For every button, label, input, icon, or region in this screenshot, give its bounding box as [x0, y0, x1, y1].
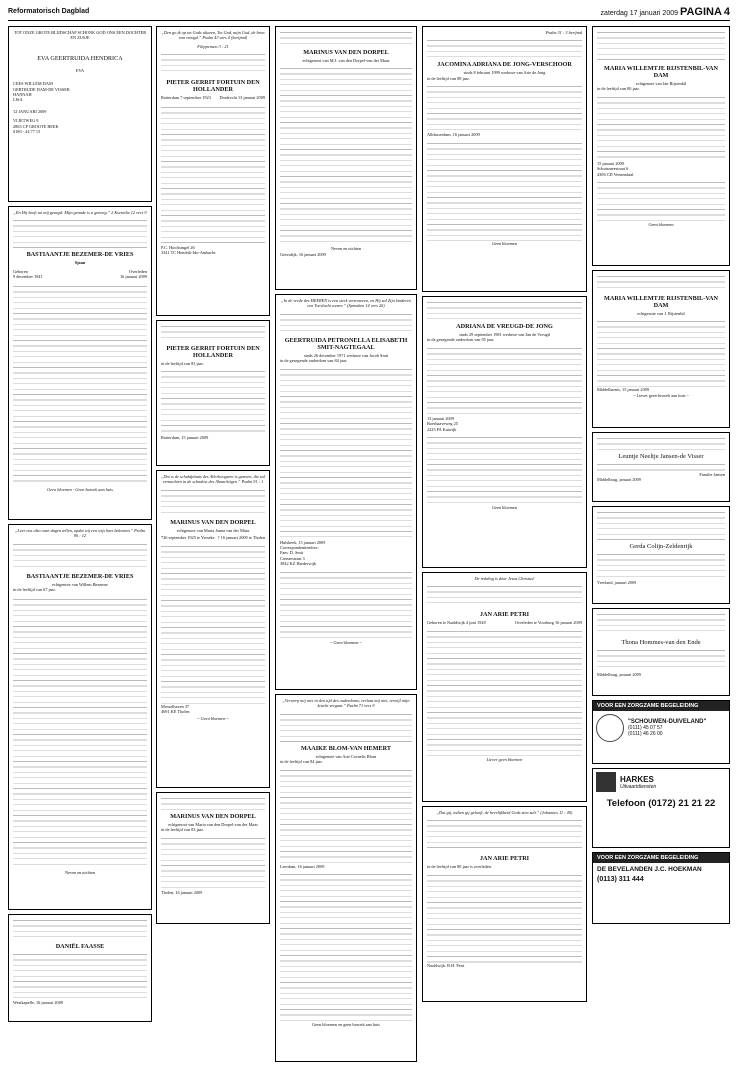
obituary-name: JACOMINA ADRIANA DE JONG-VERSCHOOR — [437, 61, 572, 69]
announcement-date: 12 JANUARI 2009 — [13, 108, 47, 114]
obituary-de-vreugd-de-jong — [422, 296, 587, 568]
text-block — [597, 612, 725, 636]
obituary-name: GEERTRUIDA PETRONELLA ELISABETH SMIT-NAGTEGAAL — [284, 336, 408, 351]
text-block — [280, 768, 412, 864]
obituary-verse: „Leer ons alzo onze dagen tellen, opdat wij een wijs hart bekomen.” Psalm 90 : 12 — [15, 528, 145, 539]
text-block — [280, 712, 412, 742]
obituary-age: in de leeftijd van 80 jaar. — [597, 86, 640, 92]
dates-row: Geboren 9 december 1941 Overleden 16 januari 2009 — [13, 268, 147, 280]
obituary-van-den-dorpel-2 — [156, 792, 270, 924]
text-block — [161, 105, 265, 245]
column-2 — [156, 26, 270, 928]
obituary-place: Westkapelle, 16 januari 2009 — [13, 1000, 64, 1005]
logo-icon — [596, 714, 624, 742]
text-block — [13, 952, 147, 1000]
obituary-sub: echtgenoot van Maria Janna van der Maas — [176, 527, 250, 533]
obituary-place: Rotterdam, 15 januari 2009 — [161, 435, 209, 441]
text-block — [427, 584, 582, 608]
obituary-place: Alblasserdam, 16 januari 2009 — [427, 132, 480, 138]
birth-announcement — [8, 26, 152, 202]
obituary-sub: sinds 8 februari 1999 weduwe van Arie de Jong — [463, 70, 546, 76]
obituary-place: Middelharnis, 15 januari 2009 — [597, 387, 650, 393]
obituary-verse: De redding is door Jezus Christus! — [474, 576, 535, 581]
text-block — [280, 570, 412, 640]
ad-phone: Telefoon (0172) 21 21 22 — [606, 798, 716, 809]
obituary-address: 13 januari 2009 Boerhaaveweg 25 2225 PA Katwijk — [427, 415, 458, 432]
obituary-verse: „In de vrede des HEEREN is een sterk vertrouwen, en Hij zal Zijn kinderen een Toevlucht wezen.” (Spreuken 14 vers 26) — [281, 298, 411, 309]
obituary-verse: „Den go tk op tot Gods altaren, Tot God, mijn God, de bron van vreugd.” Psalm 43 vers 4 (berijmd) — [161, 30, 265, 41]
text-block — [597, 552, 725, 580]
obituary-name: PIETER GERRIT FORTUIN DEN HOLLANDER — [166, 79, 260, 94]
obituary-name: BASTIAANTJE BEZEMER-DE VRIES — [26, 572, 134, 580]
page-date: zaterdag 17 januari 2009 PAGINA 4 — [600, 6, 730, 18]
text-block — [161, 488, 265, 516]
obituary-van-den-dorpel-3 — [275, 26, 417, 290]
text-block — [161, 836, 265, 890]
dates-row: Rotterdam 7 september 1923 Dordrecht 13 januari 2009 — [161, 95, 265, 101]
text-block — [427, 141, 582, 241]
obituary-ref: Filippensen 3 : 21 — [197, 43, 229, 49]
text-block — [597, 30, 725, 62]
text-block — [597, 436, 725, 450]
text-block — [427, 346, 582, 416]
obituary-age: in de gezegende ouderdom van 95 jaar. — [427, 337, 495, 343]
thanks-family: Familie Jansen — [699, 472, 725, 477]
text-block — [597, 319, 725, 387]
page-header — [8, 8, 730, 21]
obituary-smit-nagtegaal — [275, 294, 417, 690]
obituary-footer: Liever geen bloemen — [486, 756, 523, 762]
text-block — [280, 30, 412, 46]
obituary-bezemer-2 — [8, 524, 152, 910]
ad-title: VOOR EEN ZORGZAME BEGELEIDING — [593, 853, 729, 863]
obituary-rijstenbil-1 — [592, 26, 730, 266]
obituary-sub: echtgenote van Jan Rijstenbil — [635, 81, 687, 86]
obituary-name: ADRIANA DE VREUGD-DE JONG — [456, 323, 553, 330]
obituary-age: in de leeftijd van 83 jaar. — [161, 827, 204, 833]
thanks-place: Middelburg, januari 2009 — [597, 477, 641, 483]
text-block — [161, 52, 265, 76]
ad-phone: (0111) 46 26 00 — [628, 731, 663, 737]
text-block — [597, 510, 725, 540]
announcement-nickname: EVA — [75, 67, 85, 73]
thanks-name: Thona Hommes-van den Ende — [621, 639, 701, 646]
announcement-parents: CEES WILLEM DAM GERTRUDE DAM-DE VISSER HANNAH LISA — [13, 81, 70, 103]
obituary-sub: echtgenote van Willem Bezemer — [52, 581, 108, 587]
text-block — [597, 180, 725, 222]
ad-phone: (0111) 45 07 57 — [628, 725, 663, 731]
obituary-place: Naaldwijk: R.H. Petri — [427, 962, 465, 968]
obituary-sub: echtgenoot van M.J. van den Dorpel-van der Maas — [302, 58, 390, 63]
obituary-faasse — [8, 914, 152, 1022]
ad-hoekman — [592, 852, 730, 924]
announcement-address: VLIETWEG 9 2865 CP GROOTE BEEK 0180 - 44 77 15 — [13, 118, 59, 135]
text-block — [597, 95, 725, 161]
ad-title: VOOR EEN ZORGZAME BEGELEIDING — [593, 701, 729, 711]
obituary-name: PIETER GERRIT FORTUIN DEN HOLLANDER — [166, 345, 260, 359]
obituary-footer: Geen bloemen - Geen bezoek aan huis — [47, 486, 113, 492]
obituary-sub: sinds 29 september 1981 weduwe van Jan de Vreugd — [459, 332, 550, 337]
obituary-footer: Geen bloemen — [492, 240, 517, 246]
obituary-place: Leerdam, 16 januari 2009 — [280, 863, 325, 869]
obituary-nickname: Sjaan — [74, 260, 86, 266]
obituary-address: P.C. Hooftsingel 26 3341 TC Hendrik-Ido-Ambacht — [161, 244, 216, 256]
obituary-name: MARINUS VAN DEN DORPEL — [170, 518, 256, 526]
obituary-footer: ~ Geen bloemen ~ — [197, 716, 229, 722]
paper-name: Reformatorisch Dagblad — [8, 8, 90, 15]
thanks-colijn — [592, 506, 730, 604]
ad-schouwen-duiveland — [592, 700, 730, 764]
text-block — [13, 218, 147, 248]
text-block — [161, 544, 265, 704]
ad-company: "SCHOUWEN-DUIVELAND" — [628, 719, 707, 725]
text-block — [427, 435, 582, 505]
dates-row: *26 september 1925 te Yerseke † 16 januari 2009 te Tholen — [161, 535, 265, 541]
column-4 — [422, 26, 587, 1006]
text-block — [427, 84, 582, 132]
text-block — [597, 274, 725, 292]
obituary-sub: sinds 26 december 1971 weduwe van Jacob Smit — [303, 352, 389, 358]
obituary-verse: Psalm 31 : 3 berijmd — [545, 30, 582, 35]
announcement-verse: TOT ONZE GROTE BLIJDSCHAP SCHONK GOD ONS EEN DOCHTER EN ZUSJE — [13, 30, 147, 41]
obituary-name: MARINUS VAN DEN DORPEL — [170, 813, 256, 820]
thanks-jansen — [592, 432, 730, 502]
obituary-verse: „Dat gij, indien gij gelooft, de heerlijkheid Gods zien zult.” (Johannes 11 : 40) — [436, 810, 573, 815]
text-block — [13, 542, 147, 570]
obituary-de-jong-verschoor — [422, 26, 587, 292]
text-block — [427, 818, 582, 852]
text-block — [427, 873, 582, 963]
text-block — [427, 300, 582, 320]
text-block — [280, 312, 412, 334]
thanks-hommes — [592, 608, 730, 696]
obituary-sub: echtgenote van Arie Cornelis Blom — [315, 753, 377, 759]
text-block — [597, 462, 725, 472]
obituary-petri-2 — [422, 806, 587, 1002]
obituary-age: in de leeftijd van 84 jaar. — [280, 759, 323, 765]
thanks-place: Vreeland, januari 2009 — [597, 580, 637, 585]
obituary-name: MAAIKE BLOM-VAN HEMERT — [300, 744, 392, 752]
thanks-place: Middelburg, januari 2009 — [597, 672, 641, 677]
obituary-footer: Geen bloemen en geen bezoek aan huis — [312, 1022, 380, 1028]
obituary-name: MARIA WILLEMTJE RIJSTENBIL-VAN DAM — [604, 65, 718, 79]
obituary-sub: echtgenoot van Maria van den Dorpel-van der Maas — [168, 822, 258, 827]
text-block — [427, 38, 582, 58]
dates-row: Geboren te Naaldwijk 4 juni 1928 Overleden te Voorburg 16 januari 2009 — [427, 620, 582, 626]
obituary-bezemer-1 — [8, 206, 152, 520]
obituary-verse: „Dat is de schuldplaats des Allerhoogsten is gezeten, die zal vernachten in de schaduw des Almachtigen.” Psalm 91 : 1 — [161, 474, 265, 485]
obituary-address: 15 januari 2009 Schutsmeestraat 6 4306 CD Veenendaal — [597, 160, 634, 177]
ad-sub: Uitvaartdiensten — [620, 783, 657, 790]
text-block — [13, 597, 147, 867]
obituary-footer: Geen bloemen — [492, 505, 517, 511]
column-1 — [8, 26, 152, 1026]
obituary-footer: Neven en nichten — [64, 869, 96, 875]
thanks-name: Leuntje Neeltje Jansen-de Visser — [618, 453, 704, 460]
obituary-age: in de leeftijd van 67 jaar. — [13, 587, 56, 593]
obituary-petri-1 — [422, 572, 587, 802]
obituary-footer: Geen bloemen — [648, 222, 674, 228]
text-block — [161, 324, 265, 342]
column-3 — [275, 26, 417, 1066]
obituary-footer: Neven en nichten — [330, 246, 362, 252]
obituary-den-hollander-2 — [156, 320, 270, 466]
thanks-name: Gerda Colijn-Zeldenrijk — [629, 543, 693, 550]
ad-company: DE BEVELANDEN J.C. HOEKMAN — [597, 866, 702, 873]
obituary-age: in de gezegende ouderdom van 84 jaar. — [280, 358, 348, 364]
obituary-place: Tholen, 16 januari 2009 — [161, 889, 203, 895]
text-block — [13, 284, 147, 484]
text-block — [13, 918, 147, 940]
obituary-verse: „En Hij heeft tot mij gezegd: Mijn genade is u genoeg.” 2 Korinthe 12 vers 9 — [13, 210, 147, 215]
obituary-verse: „Verwerp mij niet in den tijd des ouderdoms; verlaat mij niet, terwijl mijn kracht vergaat.” Psalm 71 vers 9 — [282, 698, 410, 709]
obituary-footer: ~ Geen bloemen ~ — [330, 639, 362, 645]
obituary-name: BASTIAANTJE BEZEMER-DE VRIES — [26, 251, 134, 259]
column-5 — [592, 26, 730, 928]
obituary-age: in de leeftijd van 88 jaar. — [427, 75, 470, 81]
text-block — [280, 367, 412, 537]
obituary-age: in de leeftijd van 80 jaar is overleden. — [427, 864, 492, 870]
obituary-den-hollander-1 — [156, 26, 270, 316]
announcement-name: EVA GEERTRUIDA HENDRICA — [37, 54, 123, 62]
obituary-name: MARIA WILLEMTJE RIJSTENBIL-VAN DAM — [604, 295, 718, 309]
obituary-rijstenbil-2 — [592, 270, 730, 428]
text-block — [597, 648, 725, 672]
obituary-van-den-dorpel-1 — [156, 470, 270, 788]
obituary-address: Hulsbeek, 15 januari 2009 Correspondentieadres: Fam. D. Smit Crenaestraat 3 3842 KZ Harderwijk — [280, 539, 326, 567]
text-block — [280, 872, 412, 1022]
text-block — [280, 66, 412, 246]
ad-phone: (0113) 311 444 — [597, 876, 644, 883]
text-block — [427, 629, 582, 757]
ad-harkes — [592, 768, 730, 848]
obituary-age: in de leeftijd van 83 jaar. — [161, 361, 204, 366]
obituary-address: Mosselhaven 37 4691 KE Tholen — [161, 703, 190, 715]
obituary-sub: echtgenote van J. Rijstenbil — [637, 311, 685, 316]
obituary-name: JAN ARIE PETRI — [479, 611, 530, 619]
obituary-name: DANIËL FAASSE — [55, 943, 105, 950]
ad-brand: HARKES — [620, 774, 654, 784]
logo-icon — [596, 772, 616, 792]
obituary-name: MARINUS VAN DEN DORPEL — [303, 49, 389, 56]
text-block — [161, 796, 265, 810]
text-block — [161, 369, 265, 435]
obituary-footer: ~ Liever geen bezoek aan huis ~ — [633, 392, 689, 398]
obituary-place: Geersdijk, 16 januari 2009 — [280, 251, 326, 257]
obituary-blom-van-hemert — [275, 694, 417, 1062]
obituary-name: JAN ARIE PETRI — [479, 855, 530, 863]
